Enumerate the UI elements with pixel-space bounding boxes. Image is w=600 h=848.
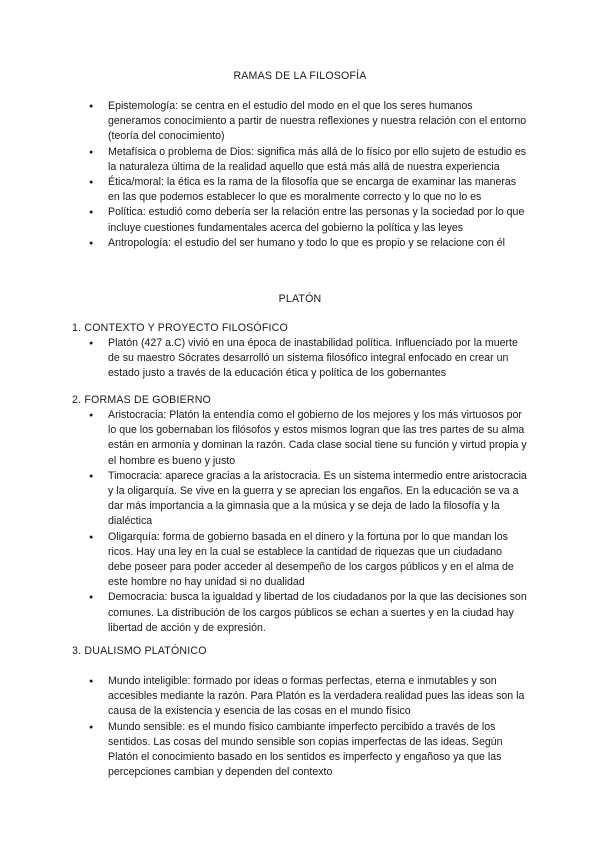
list-item-epistemologia: ● Epistemología: se centra en el estudio del modo en el que los seres humanos generamos conocimiento a partir de nuestra reflexiones y nuestra relación con el entorno (teoría del conocimiento)	[0, 99, 528, 145]
section-heading-contexto: 1. CONTEXTO Y PROYECTO FILOSÓFICO	[72, 322, 288, 334]
list-item-democracia: ● Democracia: busca la igualdad y libertad de los ciudadanos por la que las decisiones son comunes. La distribución de los cargos públicos se echan a suertes y en la ciudad hay libertad de acción y de expresión.	[0, 590, 528, 636]
ramas-list	[0, 99, 600, 251]
list-item-politica: ● Política: estudió como debería ser la relación entre las personas y la sociedad por lo que incluye cuestiones fundamentales acerca del gobierno la política y las leyes	[0, 205, 528, 235]
list-item-aristocracia: ● Aristocracia: Platón la entendía como el gobierno de los mejores y los más virtuosos por lo que los gobernaban los filósofos y estos mismos logran que las tres partes de su alma están en armonía y dominan la razón. Cada clase social tiene su función y virtud propia y el hombre es bueno y justo	[0, 408, 528, 469]
dualismo-list	[0, 674, 600, 780]
list-item-timocracia: ● Timocracia: aparece gracias a la aristocracia. Es un sistema intermedio entre aristocracia y la oligarquía. Se vive en la guerra y se aprecian los engaños. En la educación se va a dar más importancia a la gimnasia que a la música y se deja de lado la filosofía y la dialéctica	[0, 469, 528, 530]
list-item-platon-contexto: ● Platón (427 a.C) vivió en una época de inastabilidad política. Influenciado por la muerte de su maestro Sócrates desarrolló un sistema filosófico integral enfocado en crear un estado justo a través de la educación ética y política de los gobernantes	[0, 336, 528, 382]
ramas-title: RAMAS DE LA FILOSOFÍA	[233, 70, 367, 82]
section-heading-formas-gobierno: 2. FORMAS DE GOBIERNO	[72, 394, 211, 406]
formas-gobierno-list	[0, 408, 600, 636]
list-item-mundo-sensible: ● Mundo sensible: es el mundo físico cambiante imperfecto percibido a través de los sentidos. Las cosas del mundo sensible son copias imperfectas de las ideas. Según Platón el conocimiento basado en los sentidos es imperfecto y engañoso ya que las percepciones cambian y dependen del contexto	[0, 720, 528, 781]
list-item-mundo-inteligible: ● Mundo inteligible: formado por ideas o formas perfectas, eterna e inmutables y son accesibles mediante la razón. Para Platón es la verdadera realidad pues las ideas son la causa de la existencia y esencia de las cosas en el mundo físico	[0, 674, 528, 720]
list-item-oligarquia: ● Oligarquía: forma de gobierno basada en el dinero y la fortuna por lo que mandan los ricos. Hay una ley en la cual se establece la cantidad de riquezas que un ciudadano debe poseer para poder acceder al desempeño de los cargos públicos y en el alma de este hombre no hay unidad si no dualidad	[0, 530, 528, 591]
platon-title: PLATÓN	[278, 293, 322, 305]
list-item-antropologia: ● Antropología: el estudio del ser humano y todo lo que es propio y se relacione con él	[0, 236, 528, 251]
list-item-metafisica: ● Metafísica o problema de Dios: significa más allá de lo físico por ello sujeto de estudio es la naturaleza última de la realidad aquello que está más allá de nuestra experiencia	[0, 145, 528, 175]
section-heading-dualismo: 3. DUALISMO PLATÓNICO	[72, 645, 207, 657]
list-item-etica: ● Ética/moral: la ética es la rama de la filosofía que se encarga de examinar las maneras en las que podemos establecer lo que es moralmente correcto y lo que no lo es	[0, 175, 528, 205]
contexto-list	[0, 336, 600, 382]
